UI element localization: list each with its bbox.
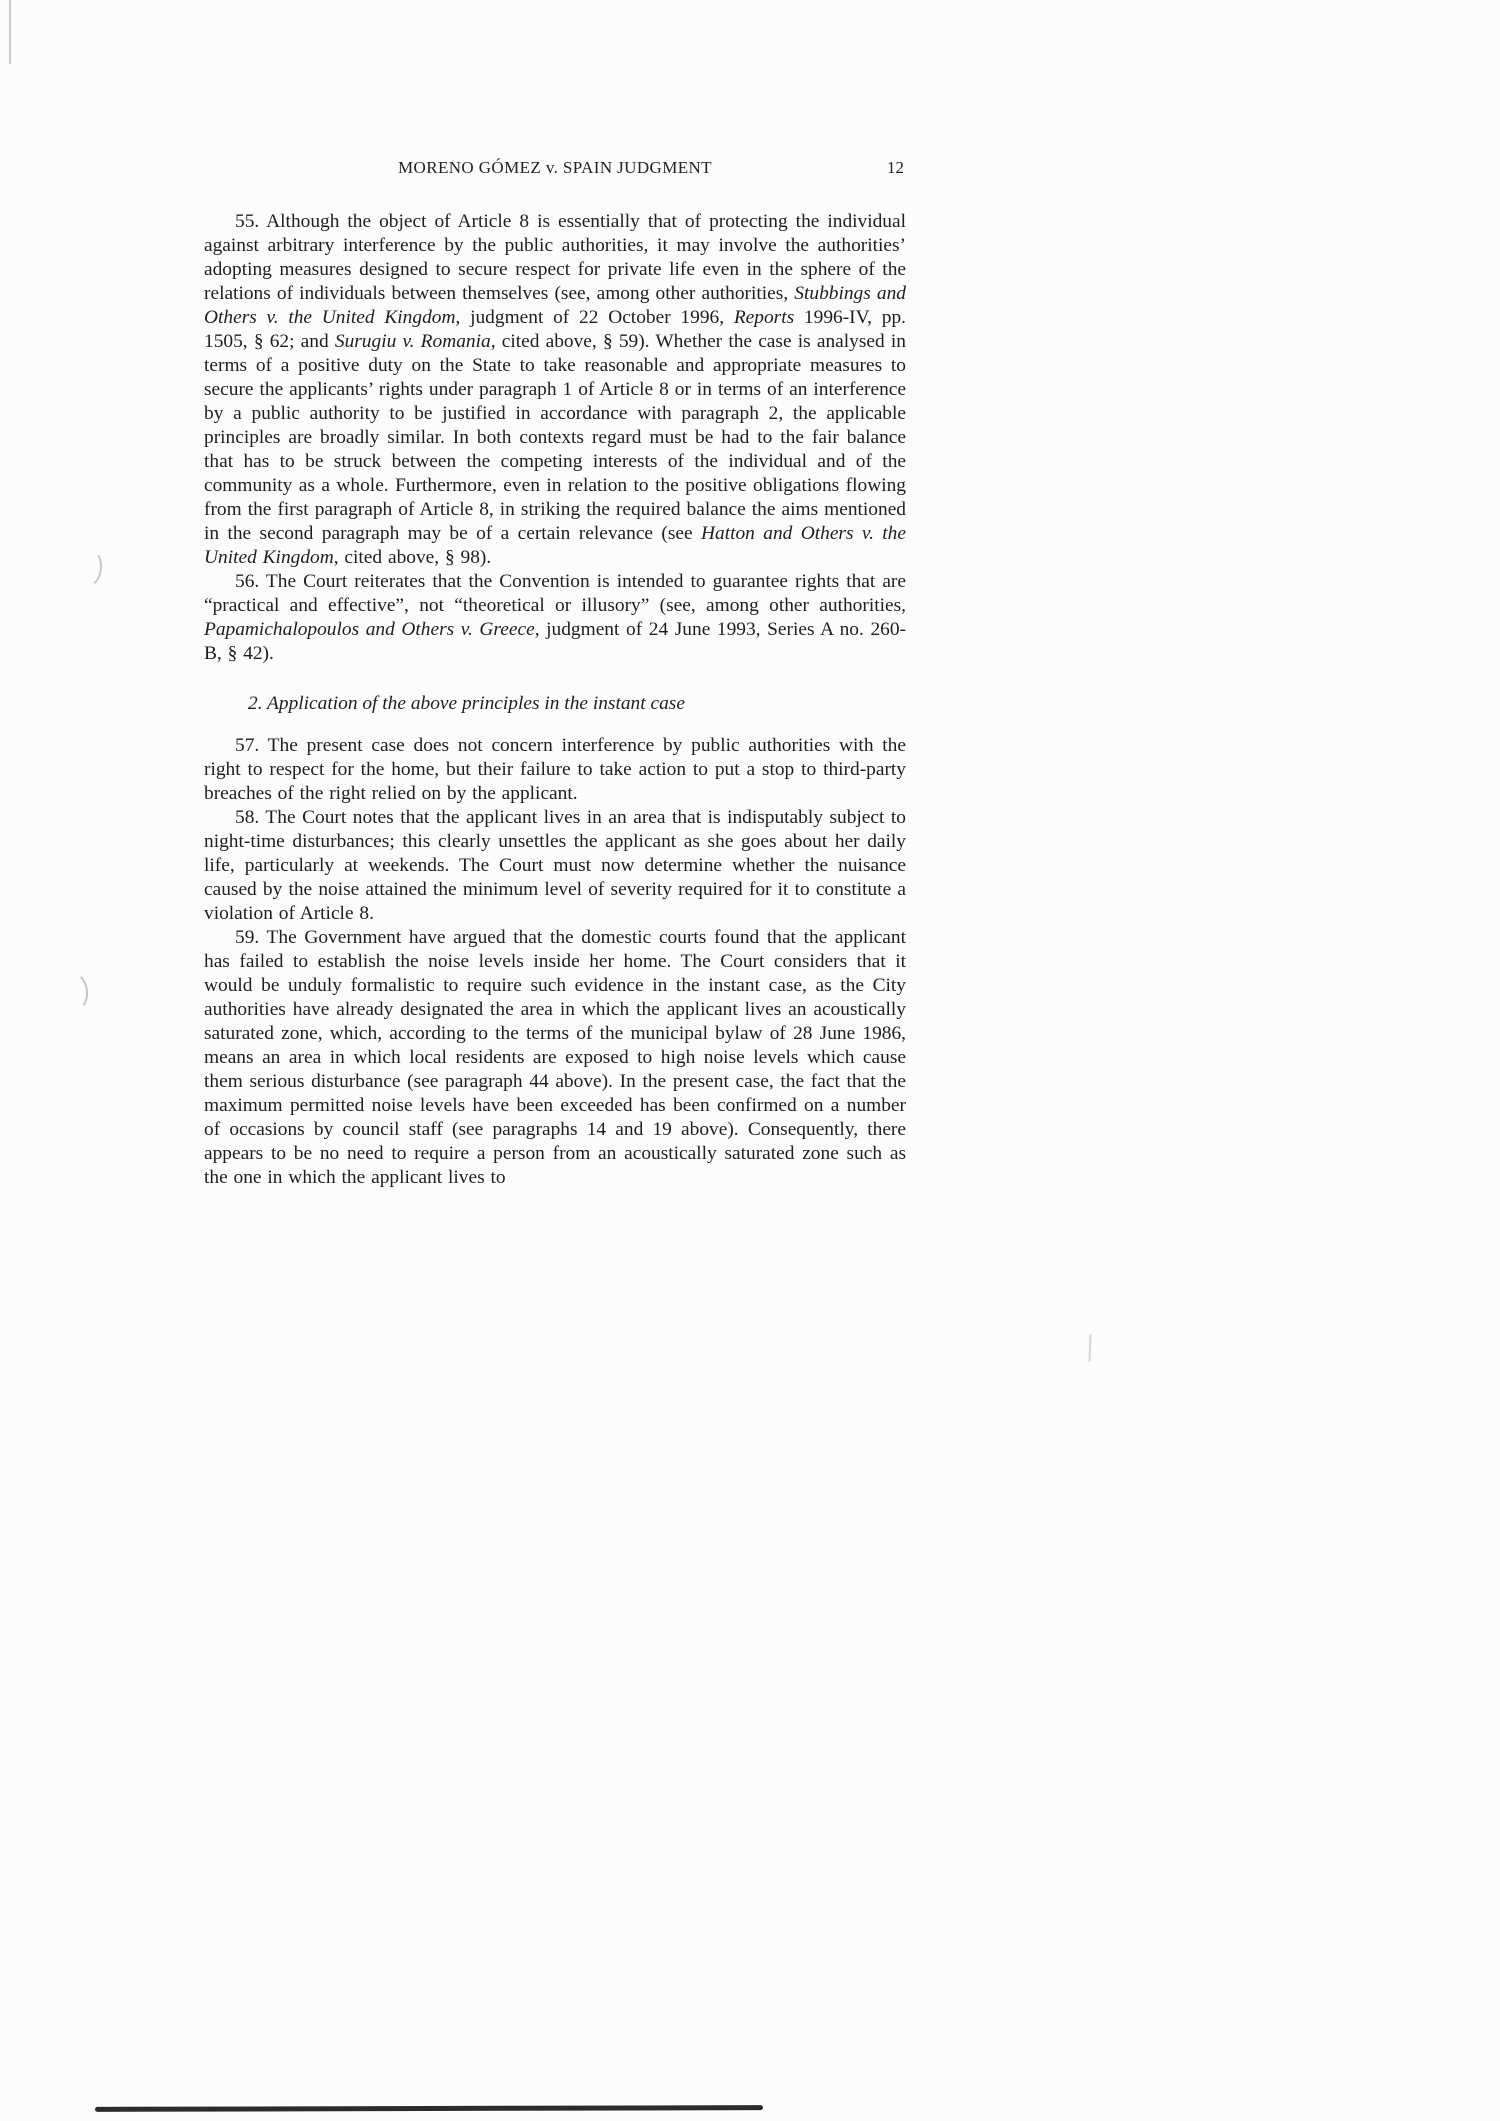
text-run: , cited above, § 59). Whether the case is analysed in terms of a positive duty on the State to take reasonable and appropriate measures to secure the applicants’ rights under paragraph 1 of Article 8 or in terms of an interference by a public authority to be justified in accordance with paragraph 2, the applicable principles are broadly similar. In both contexts regard must be had to the fair balance that has to be struck between the competing interests of the individual and of the community as a whole. Furthermore, even in relation to the positive obligations flowing from the first paragraph of Article 8, in striking the required balance the aims mentioned in the second paragraph may be of a certain relevance (see	[204, 331, 906, 544]
scan-artifact-bottom-line	[95, 2105, 763, 2112]
text-run: 55. Although the object of Article 8 is essentially that of protecting the individual against arbitrary interference by the public authorities, it may involve the authorities’ adopting measures designed to secure respect for private life even in the sphere of the relations of individuals between themselves (see, among other authorities,	[204, 211, 906, 304]
text-run: , cited above, § 98).	[333, 547, 492, 568]
scan-artifact-curve-bottom	[56, 971, 90, 1014]
text-run: , judgment of 24 June 1993, Series A no. 260-B, § 42).	[204, 619, 906, 664]
text-run-italic: 2. Application of the above principles in the instant case	[248, 693, 685, 714]
paragraph-55	[204, 210, 906, 570]
text-run: 57. The present case does not concern interference by public authorities with the right to respect for the home, but their failure to take action to put a stop to third-party breaches of the right relied on by the applicant.	[204, 735, 906, 804]
paragraph-58	[204, 806, 906, 926]
page-header	[204, 158, 906, 178]
text-run-italic: Surugiu v. Romania	[334, 331, 491, 352]
paragraph-57	[204, 734, 906, 806]
scan-artifact-curve-top	[69, 546, 104, 590]
section-heading	[248, 692, 906, 716]
text-run-italic: Papamichalopoulos and Others v. Greece	[204, 619, 535, 640]
text-run-italic: Stubbings and Others v. the United Kingdom	[204, 283, 906, 328]
text-run-italic: Hatton and Others v. the United Kingdom	[204, 523, 906, 568]
text-run: 58. The Court notes that the applicant lives in an area that is indisputably subject to night-time disturbances; this clearly unsettles the applicant as she goes about her daily life, particularly at weekends. The Court must now determine whether the nuisance caused by the noise attained the minimum level of severity required for it to constitute a violation of Article 8.	[204, 807, 906, 924]
page-number: 12	[887, 158, 904, 177]
text-run: 1996-IV, pp. 1505, § 62; and	[204, 307, 906, 352]
running-header-title: MORENO GÓMEZ v. SPAIN JUDGMENT	[398, 158, 712, 177]
scan-artifact-left-edge	[9, 0, 11, 64]
page-content	[204, 158, 906, 1190]
text-run-italic: Reports	[733, 307, 795, 328]
paragraph-56	[204, 570, 906, 666]
text-run: 59. The Government have argued that the domestic courts found that the applicant has failed to establish the noise levels inside her home. The Court considers that it would be unduly formalistic to require such evidence in the instant case, as the City authorities have already designated the area in which the applicant lives an acoustically saturated zone, which, according to the terms of the municipal bylaw of 28 June 1986, means an area in which local residents are exposed to high noise levels which cause them serious disturbance (see paragraph 44 above). In the present case, the fact that the maximum permitted noise levels have been exceeded has been confirmed on a number of occasions by council staff (see paragraphs 14 and 19 above). Consequently, there appears to be no need to require a person from an acoustically saturated zone such as the one in which the applicant lives to	[204, 927, 906, 1188]
text-run: , judgment of 22 October 1996,	[455, 307, 734, 328]
scan-artifact-right-tick	[1089, 1334, 1092, 1362]
text-run: 56. The Court reiterates that the Convention is intended to guarantee rights that are “practical and effective”, not “theoretical or illusory” (see, among other authorities,	[204, 571, 906, 616]
paragraph-59	[204, 926, 906, 1190]
